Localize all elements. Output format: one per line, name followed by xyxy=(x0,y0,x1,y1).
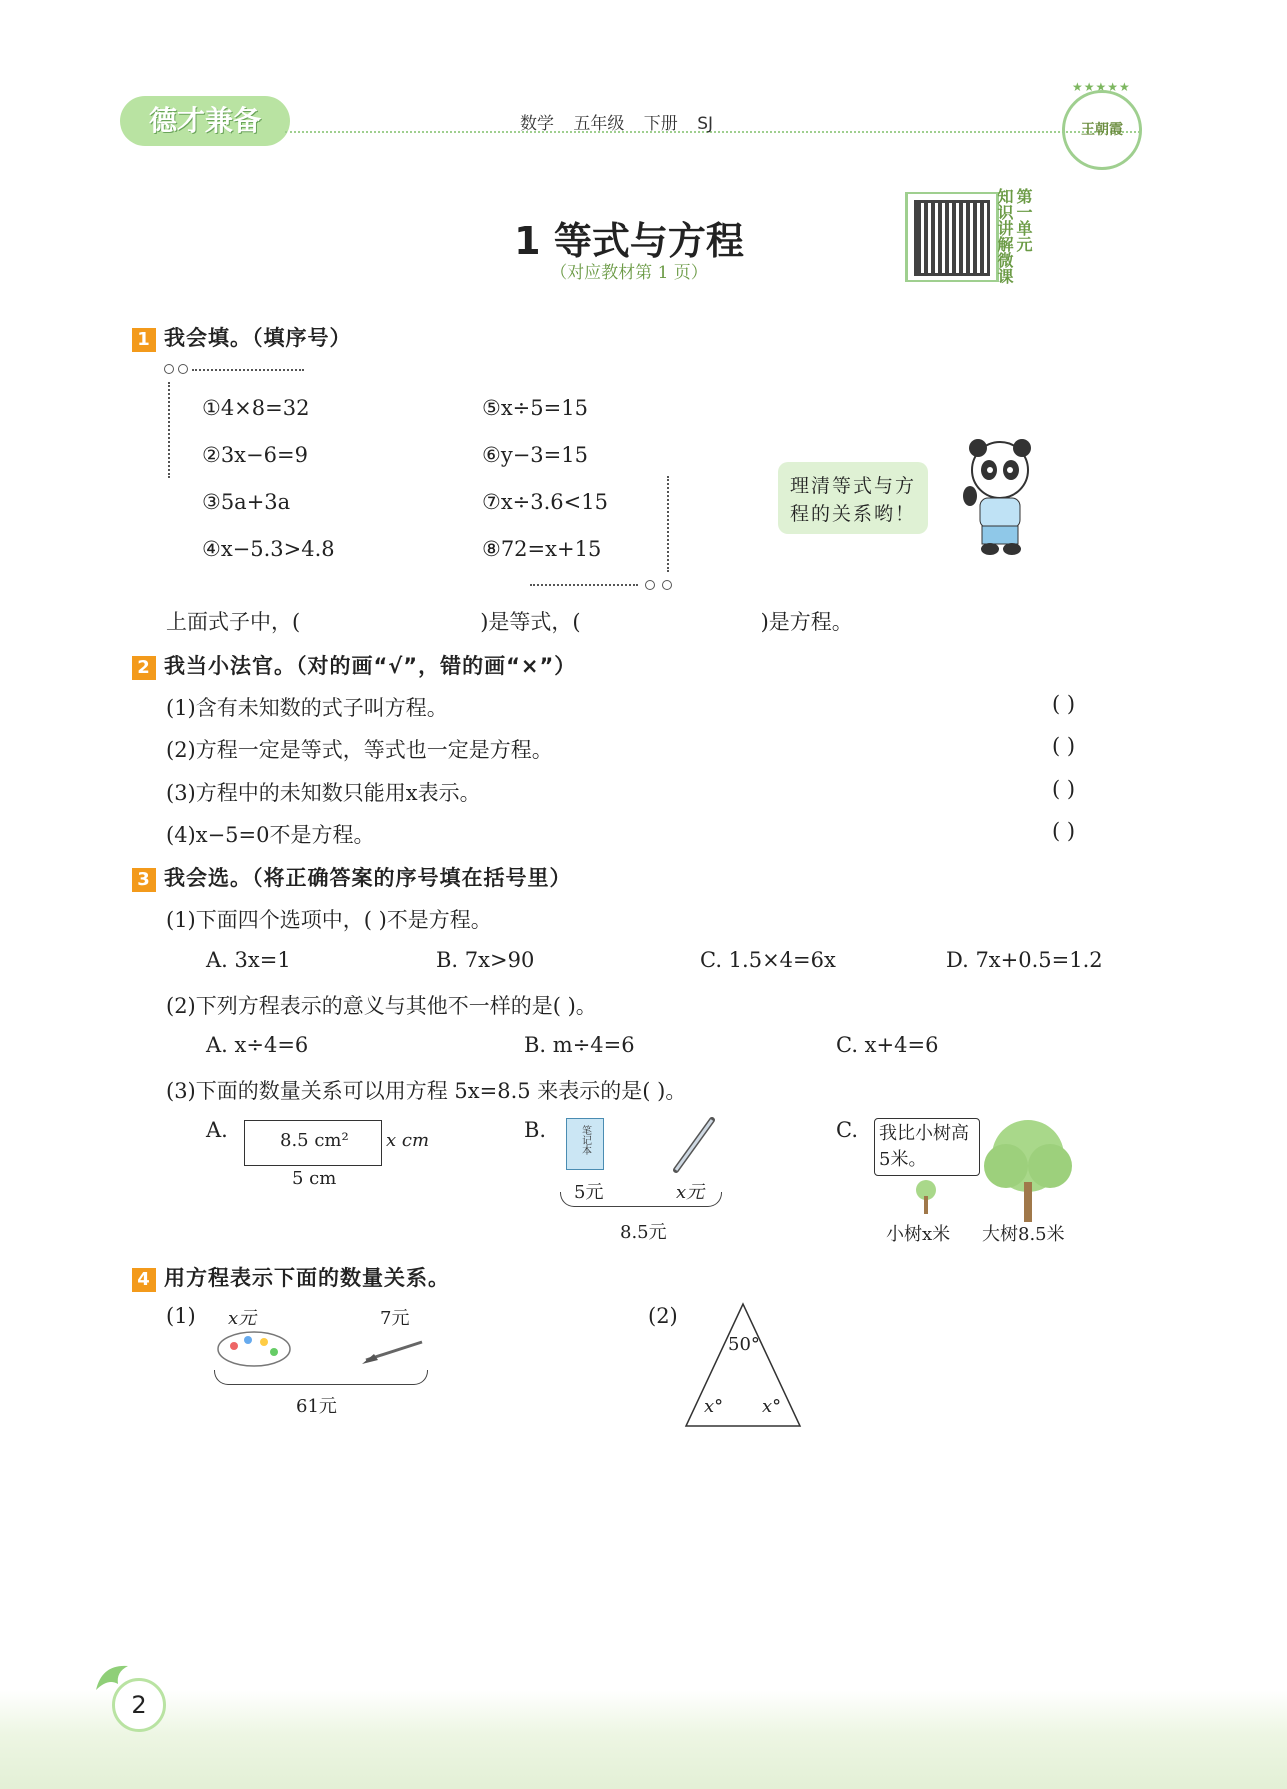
choice-option[interactable]: A. x÷4=6 xyxy=(206,1033,309,1057)
star-icon-row: ★★★★★ xyxy=(1072,80,1131,94)
equation-item: ④x−5.3>4.8 xyxy=(202,537,335,561)
choice-question: (3)下面的数量关系可以用方程 5x=8.5 来表示的是( )。 xyxy=(166,1079,687,1103)
question-4-heading: 4 用方程表示下面的数量关系。 xyxy=(132,1262,450,1292)
option-b-label[interactable]: B. xyxy=(524,1118,547,1142)
pen-icon xyxy=(668,1116,718,1176)
brace xyxy=(214,1370,428,1385)
page-number: 2 xyxy=(112,1678,166,1732)
angle-right: x° xyxy=(762,1396,782,1417)
dotted-arrow-up xyxy=(667,476,669,572)
answer-blank[interactable]: ( ) xyxy=(1052,819,1076,843)
answer-blank[interactable]: ( ) xyxy=(1052,734,1076,758)
equation-item: ⑤x÷5=15 xyxy=(482,396,588,420)
price-label: 5元 xyxy=(574,1182,604,1203)
choice-option[interactable]: B. 7x>90 xyxy=(436,948,535,972)
equation-item: ③5a+3a xyxy=(202,490,291,514)
choice-question: (2)下列方程表示的意义与其他不一样的是( )。 xyxy=(166,994,597,1018)
rectangle-area: 8.5 cm² xyxy=(280,1130,349,1151)
question-number: 1 xyxy=(132,328,156,352)
page-subtitle: （对应教材第 1 页） xyxy=(550,263,708,283)
choice-option[interactable]: A. 3x=1 xyxy=(206,948,291,972)
qr-code-icon[interactable] xyxy=(914,200,990,276)
qr-label-right: 第一单元 xyxy=(1014,188,1033,252)
choice-option[interactable]: D. 7x+0.5=1.2 xyxy=(946,948,1103,972)
dotted-arrow-down xyxy=(168,382,170,478)
circle-icon xyxy=(164,364,174,374)
small-tree-icon xyxy=(914,1178,938,1214)
speech-bubble: 我比小树高5米。 xyxy=(874,1118,980,1176)
header-subject: 数学 五年级 下册 SJ xyxy=(520,114,714,134)
sub-question-label: (2) xyxy=(648,1304,678,1328)
circle-icon xyxy=(645,580,655,590)
panda-icon xyxy=(962,436,1038,556)
choice-option[interactable]: C. x+4=6 xyxy=(836,1033,939,1057)
circle-icon xyxy=(662,580,672,590)
question-1-heading: 1 我会填。（填序号） xyxy=(132,322,352,352)
price-label: 7元 xyxy=(380,1308,410,1329)
option-c-label[interactable]: C. xyxy=(836,1118,858,1142)
choice-option[interactable]: B. m÷4=6 xyxy=(524,1033,635,1057)
judge-item: (3)方程中的未知数只能用x表示。 xyxy=(166,781,481,805)
answer-blank[interactable]: ( ) xyxy=(1052,692,1076,716)
judge-item: (2)方程一定是等式，等式也一定是方程。 xyxy=(166,738,553,762)
equation-item: ⑥y−3=15 xyxy=(482,443,588,467)
fill-line: 上面式子中，( )是等式，( )是方程。 xyxy=(166,610,853,634)
total-label: 61元 xyxy=(296,1396,337,1417)
choice-option[interactable]: C. 1.5×4=6x xyxy=(700,948,836,972)
equation-item: ⑦x÷3.6<15 xyxy=(482,490,608,514)
brand-logo: 德才兼备 xyxy=(120,96,290,146)
judge-item: (1)含有未知数的式子叫方程。 xyxy=(166,696,448,720)
answer-blank[interactable]: ( ) xyxy=(1052,777,1076,801)
choice-question: (1)下面四个选项中，( )不是方程。 xyxy=(166,908,492,932)
triangle-shape xyxy=(682,1302,804,1428)
sub-question-label: (1) xyxy=(166,1304,196,1328)
qr-label-left: 知识讲解微课 xyxy=(995,188,1014,284)
question-number: 4 xyxy=(132,1268,156,1292)
brace xyxy=(560,1192,722,1207)
option-a-label[interactable]: A. xyxy=(206,1118,228,1142)
big-tree-icon xyxy=(980,1116,1076,1226)
question-3-heading: 3 我会选。（将正确答案的序号填在括号里） xyxy=(132,862,572,892)
question-number: 3 xyxy=(132,868,156,892)
price-label: x元 xyxy=(228,1308,257,1329)
dotted-arrow-left xyxy=(530,584,638,586)
rectangle-side: x cm xyxy=(386,1130,430,1151)
equation-item: ②3x−6=9 xyxy=(202,443,308,467)
circle-icon xyxy=(178,364,188,374)
brush-icon xyxy=(360,1336,430,1366)
total-label: 8.5元 xyxy=(620,1222,667,1243)
hint-bubble: 理清等式与方程的关系哟！ xyxy=(778,462,928,534)
question-number: 2 xyxy=(132,656,156,680)
notebook-icon: 笔记本 xyxy=(566,1118,604,1170)
angle-top: 50° xyxy=(728,1334,760,1355)
rectangle-base: 5 cm xyxy=(292,1168,337,1189)
judge-item: (4)x−5=0不是方程。 xyxy=(166,823,375,847)
equation-item: ⑧72=x+15 xyxy=(482,537,602,561)
footer-band xyxy=(0,1690,1287,1789)
big-tree-label: 大树8.5米 xyxy=(982,1224,1065,1245)
price-label: x元 xyxy=(676,1182,705,1203)
dotted-arrow-right xyxy=(192,369,304,371)
angle-left: x° xyxy=(704,1396,724,1417)
question-2-heading: 2 我当小法官。（对的画“√”，错的画“×”） xyxy=(132,650,576,680)
equation-item: ①4×8=32 xyxy=(202,396,310,420)
palette-icon xyxy=(214,1328,294,1370)
page-title: 1 等式与方程 xyxy=(514,219,744,263)
small-tree-label: 小树x米 xyxy=(886,1224,951,1245)
publisher-logo: 王朝霞 xyxy=(1062,90,1142,170)
